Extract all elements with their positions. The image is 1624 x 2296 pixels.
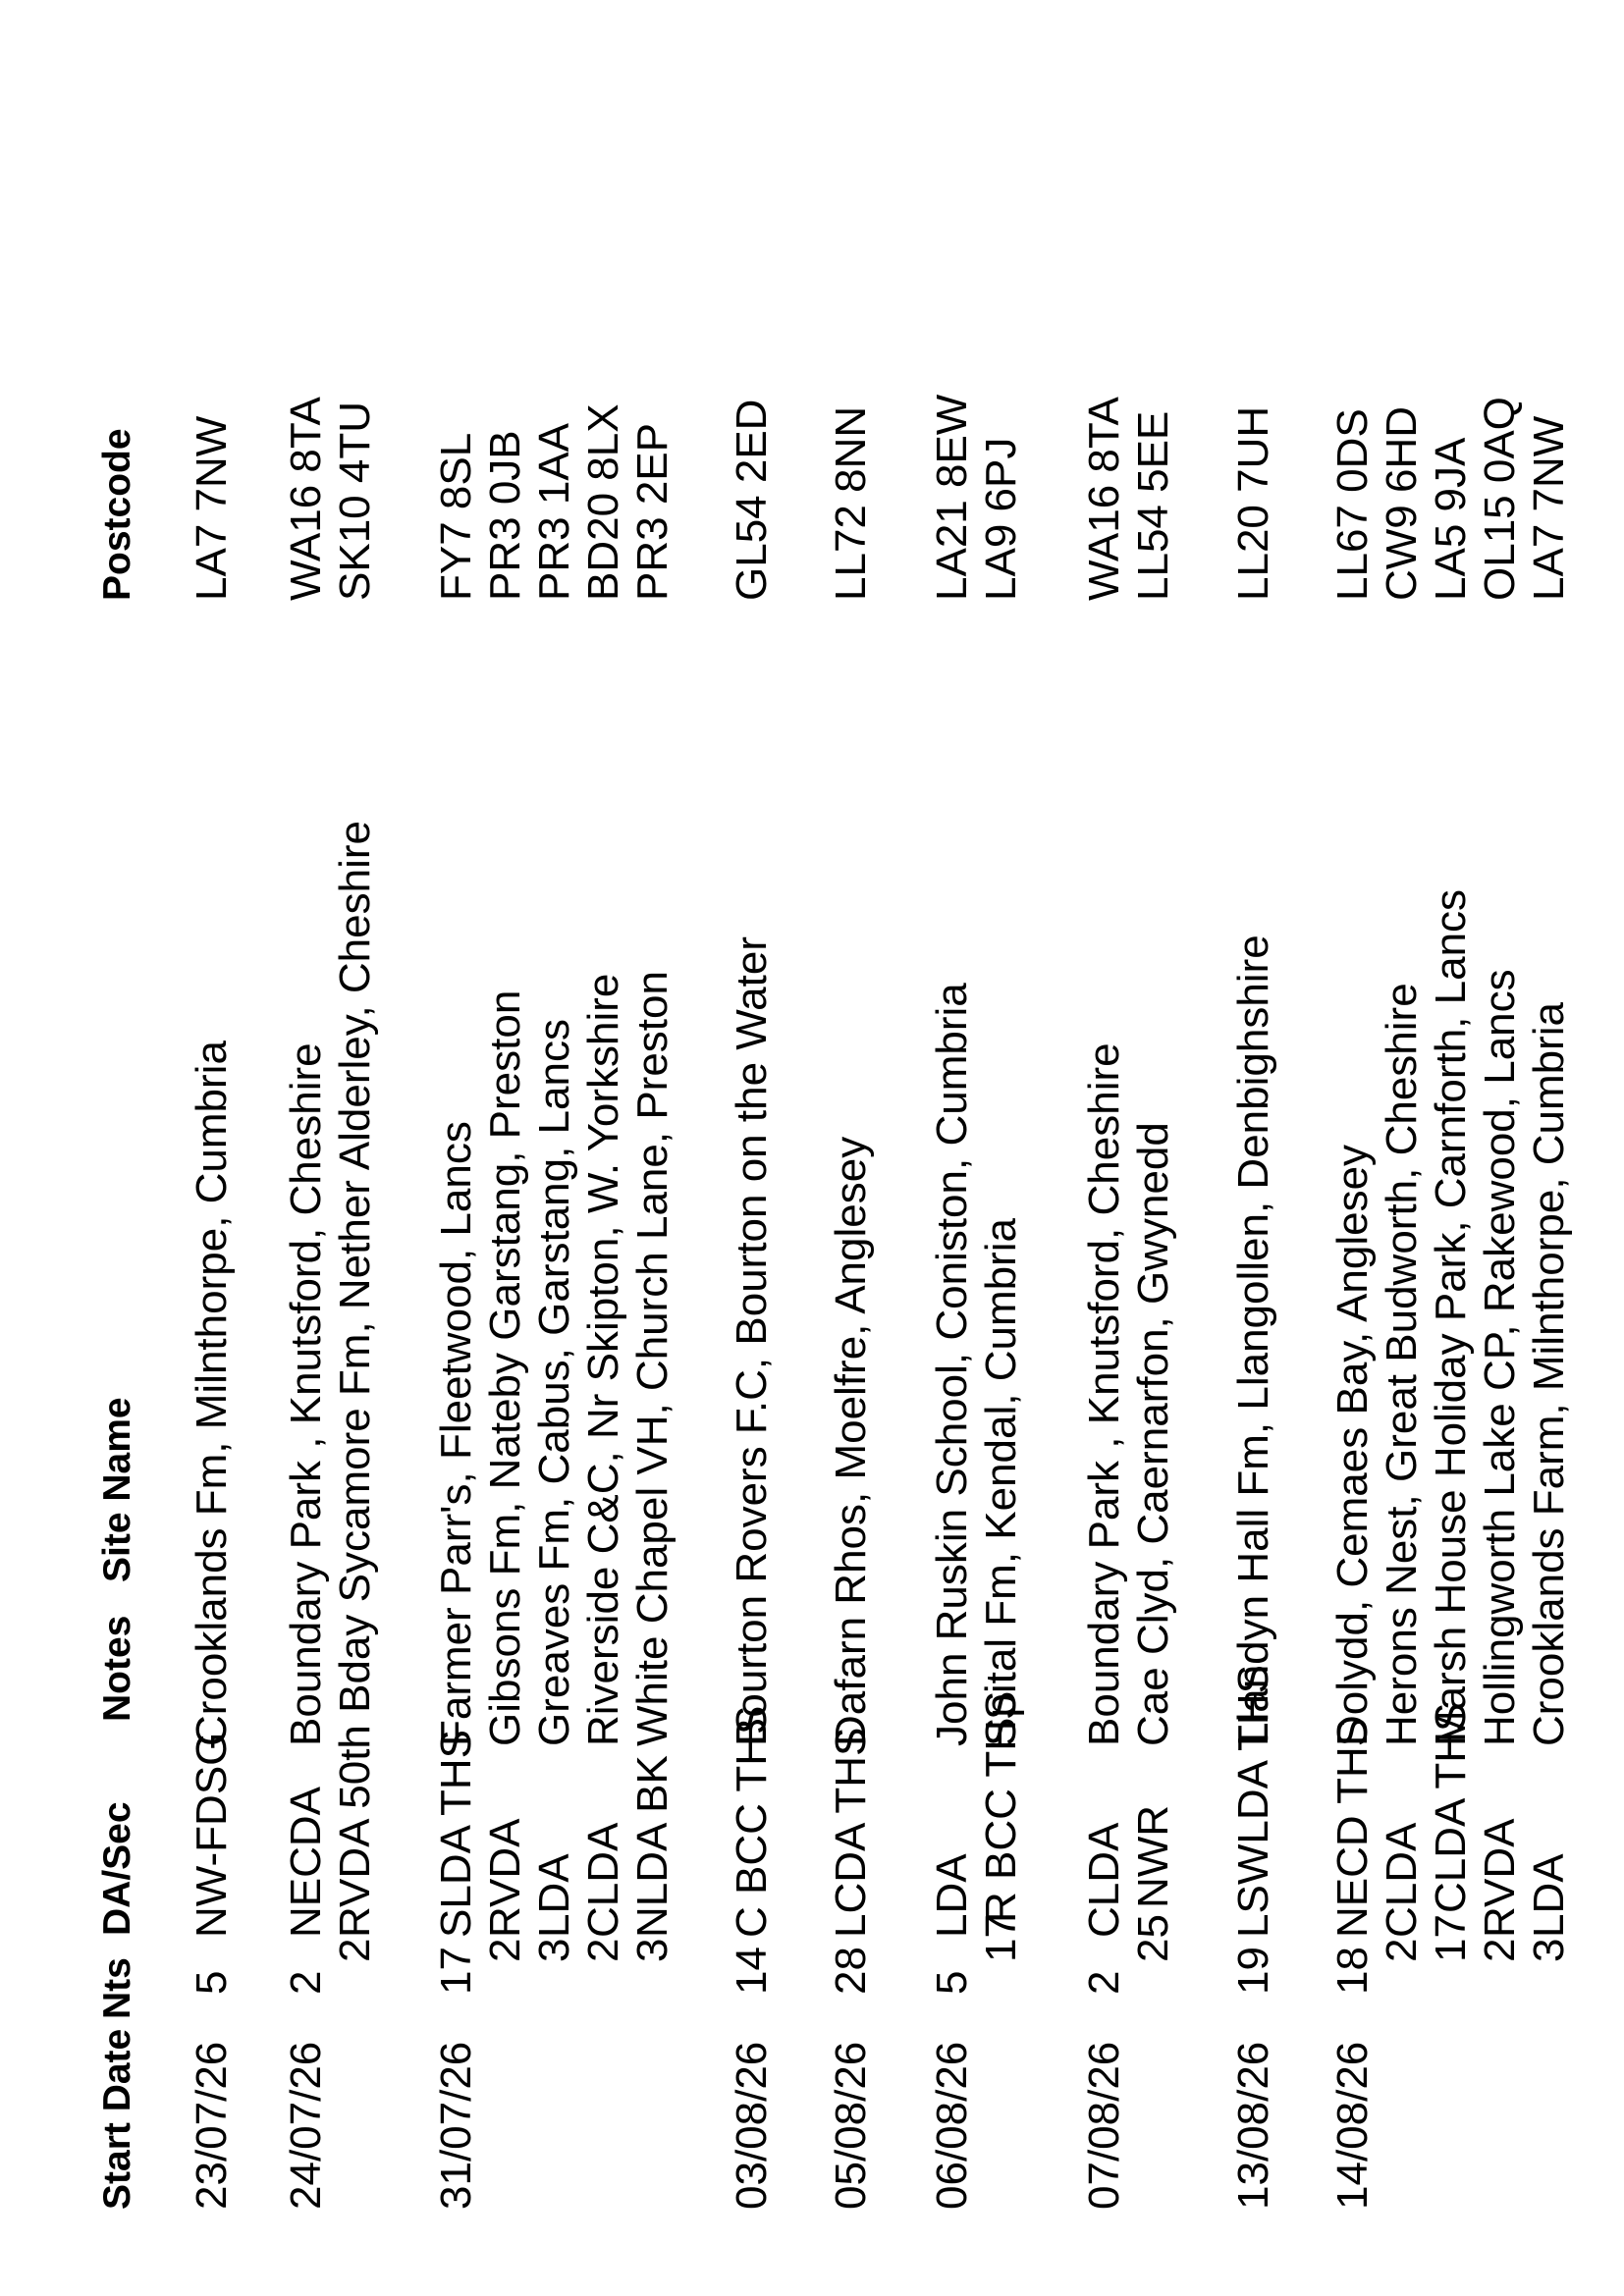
- header-start-date: Start Date: [96, 2028, 138, 2210]
- header-notes: Notes: [96, 1615, 138, 1722]
- site-name: John Ruskin School, Coniston, Cumbria: [928, 983, 976, 1746]
- postcode: LA7 7NW: [188, 415, 236, 601]
- header-site-name: Site Name: [96, 1397, 138, 1582]
- da-sec: NECD THS: [1328, 1717, 1377, 1938]
- da-sec: LSWLDA THS: [1229, 1665, 1277, 1938]
- postcode: GL54 2ED: [728, 399, 776, 601]
- start-date: 05/08/26: [827, 2041, 875, 2210]
- start-date: 14/08/26: [1328, 2041, 1377, 2210]
- site-name: Dolydd, Cemaes Bay, Anglesey: [1328, 1144, 1377, 1746]
- site-name: Cae Clyd, Caernarfon, Gwynedd: [1129, 1122, 1177, 1746]
- postcode: FY7 8SL: [432, 432, 480, 601]
- da-sec: SLDA THS: [432, 1730, 480, 1938]
- site-name: Boundary Park , Knutsford, Cheshire: [1080, 1042, 1128, 1746]
- da-sec: RVDA: [481, 1818, 529, 1938]
- da-sec: R BCC THS: [977, 1690, 1025, 1923]
- nights: 2: [1080, 1970, 1128, 1995]
- start-date: 06/08/26: [928, 2041, 976, 2210]
- postcode: PR3 0JB: [481, 430, 529, 601]
- da-sec: NW-FDSG: [188, 1732, 236, 1938]
- nights: 28: [827, 1947, 875, 1995]
- da-sec: RVDA: [1476, 1818, 1524, 1938]
- postcode: BD20 8LX: [579, 403, 627, 601]
- site-name: Llandyn Hall Fm, Llangollen, Denbighshire: [1229, 934, 1277, 1746]
- postcode: PR3 1AA: [530, 423, 578, 601]
- nights: 17: [977, 1914, 1025, 1962]
- site-name: Crooklands Farm, Milnthorpe, Cumbria: [1525, 1001, 1573, 1746]
- da-sec: CLDA: [1378, 1822, 1426, 1938]
- start-date: 03/08/26: [728, 2041, 776, 2210]
- postcode: LA9 6PJ: [977, 437, 1025, 601]
- header-nts: Nts: [96, 1957, 138, 2019]
- da-sec: LDA: [1525, 1853, 1573, 1938]
- site-name: White Chapel VH, Church Lane, Preston: [628, 971, 677, 1746]
- nights: 19: [1229, 1947, 1277, 1995]
- da-sec: LDA: [530, 1853, 578, 1938]
- nights: 17: [432, 1947, 480, 1995]
- site-name: Marsh House Holiday Park, Carnforth, Lancs: [1427, 888, 1475, 1746]
- nights: 18: [1328, 1947, 1377, 1995]
- nights: 5: [928, 1970, 976, 1995]
- postcode: LA7 7NW: [1525, 415, 1573, 601]
- start-date: 13/08/26: [1229, 2041, 1277, 2210]
- start-date: 24/07/26: [282, 2041, 330, 2210]
- da-sec: LDA: [928, 1853, 976, 1938]
- postcode: WA16 8TA: [282, 397, 330, 601]
- da-sec: NECDA: [282, 1786, 330, 1938]
- site-name: Farmer Parr's, Fleetwood, Lancs: [432, 1121, 480, 1746]
- da-sec: NWR: [1129, 1804, 1177, 1908]
- postcode: LL20 7UH: [1229, 405, 1277, 601]
- nights: 25: [1129, 1914, 1177, 1962]
- da-sec: CLDA: [579, 1822, 627, 1938]
- postcode: CW9 6HD: [1378, 405, 1426, 601]
- nights: 2: [331, 1938, 379, 1962]
- nights: 17: [1427, 1914, 1475, 1962]
- start-date: 31/07/26: [432, 2041, 480, 2210]
- postcode: LL67 0DS: [1328, 408, 1377, 601]
- site-name: Hollingworth Lake CP, Rakewood, Lancs: [1476, 969, 1524, 1746]
- postcode: WA16 8TA: [1080, 397, 1128, 601]
- da-sec: NLDA BK: [628, 1755, 677, 1938]
- nights: 2: [282, 1970, 330, 1995]
- da-sec: CLDA THS: [1427, 1702, 1475, 1913]
- postcode: LA5 9JA: [1427, 437, 1475, 601]
- site-name: Riverside C&C, Nr Skipton, W. Yorkshire: [579, 973, 627, 1746]
- nights: 3: [628, 1938, 677, 1962]
- da-sec: LCDA THS: [827, 1727, 875, 1938]
- site-name: Crooklands Fm, Milnthorpe, Cumbria: [188, 1041, 236, 1746]
- nights: 2: [481, 1938, 529, 1962]
- start-date: 07/08/26: [1080, 2041, 1128, 2210]
- postcode: LL54 5EE: [1129, 410, 1177, 601]
- nights: 3: [530, 1938, 578, 1962]
- nights: 3: [1525, 1938, 1573, 1962]
- nights: 2: [1378, 1938, 1426, 1962]
- site-name: Spital Fm, Kendal, Cumbria: [977, 1218, 1025, 1746]
- header-postcode: Postcode: [96, 428, 138, 601]
- start-date: 23/07/26: [188, 2041, 236, 2210]
- postcode: LL72 8NN: [827, 405, 875, 601]
- nights: 2: [1476, 1938, 1524, 1962]
- da-sec: RVDA 50th Bday Sycamore Fm, Nether Alderley, Cheshire: [331, 821, 379, 1938]
- nights: 5: [188, 1970, 236, 1995]
- postcode: OL15 0AQ: [1476, 397, 1524, 601]
- da-sec: CLDA: [1080, 1822, 1128, 1938]
- header-da-sec: DA/Sec: [96, 1801, 138, 1936]
- site-name: Dafarn Rhos, Moelfre, Anglesey: [827, 1136, 875, 1746]
- nights: 2: [579, 1938, 627, 1962]
- site-name: Bourton Rovers F.C, Bourton on the Water: [728, 936, 776, 1746]
- site-name: Greaves Fm, Cabus, Garstang, Lancs: [530, 1019, 578, 1746]
- postcode: LA21 8EW: [928, 394, 976, 601]
- site-name: Herons Nest, Great Budworth, Cheshire: [1378, 983, 1426, 1746]
- postcode: SK10 4TU: [331, 401, 379, 601]
- da-sec: C BCC THS: [728, 1705, 776, 1938]
- nights: 14: [728, 1947, 776, 1995]
- site-name: Gibsons Fm, Nateby Garstang, Preston: [481, 989, 529, 1746]
- site-name: Boundary Park , Knutsford, Cheshire: [282, 1042, 330, 1746]
- postcode: PR3 2EP: [628, 423, 677, 601]
